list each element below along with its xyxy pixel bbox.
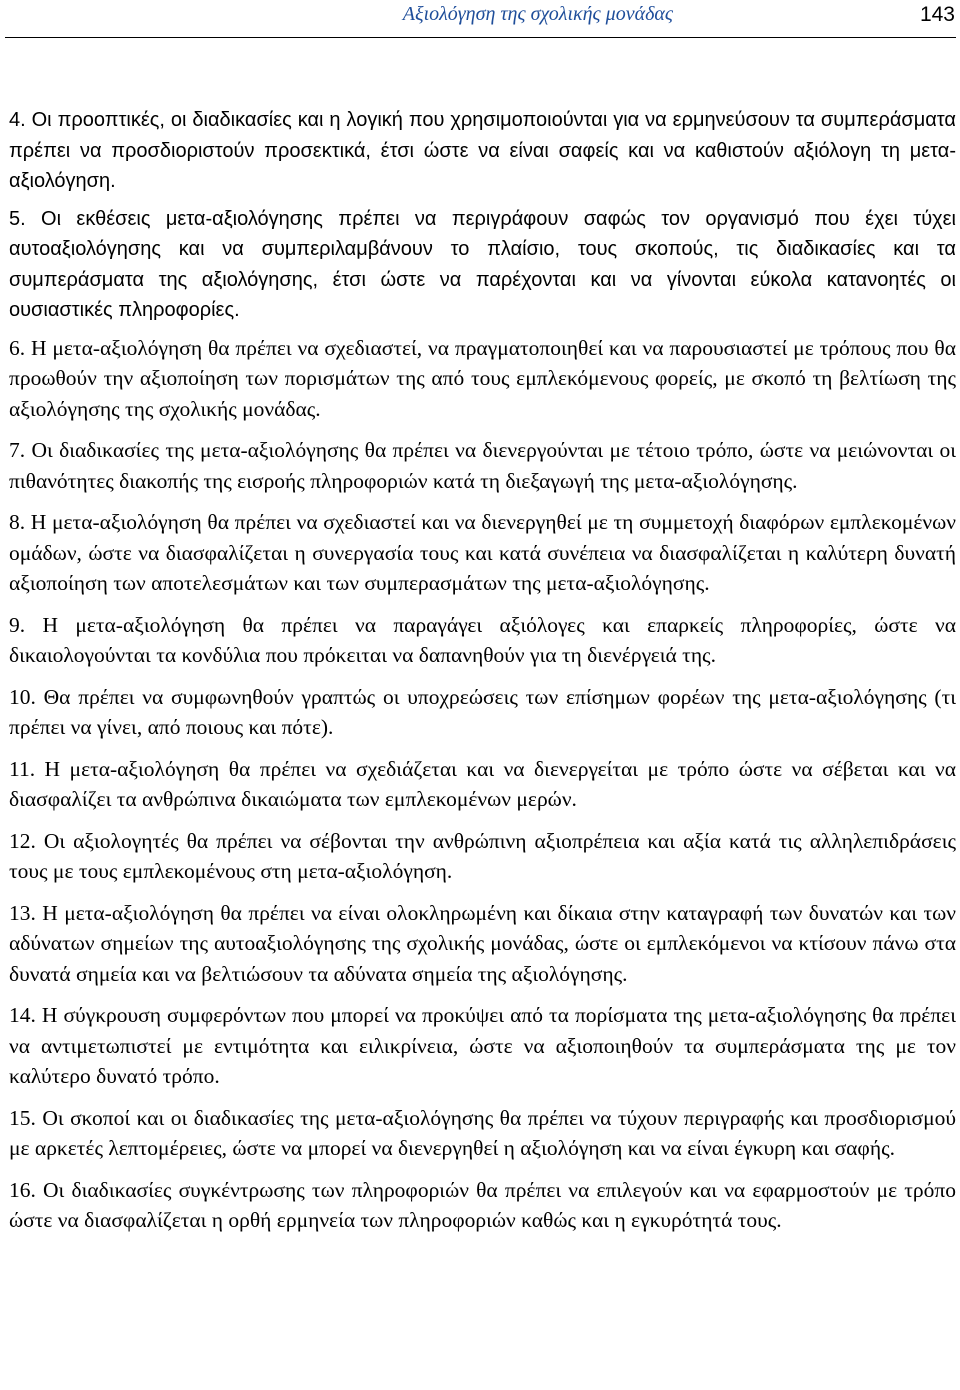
document-body: [9, 105, 956, 1236]
paragraph-10: 10. Θα πρέπει να συμφωνηθούν γραπτώς οι υποχρεώσεις των επίσημων φορέων της μετα-αξιολόγησης (τι πρέπει να γίνει, από ποιους και πότε).: [9, 684, 956, 739]
header-rule: [5, 37, 956, 38]
running-title: Αξιολόγηση της σχολικής μονάδας: [402, 3, 673, 25]
paragraph-13: 13. Η μετα-αξιολόγηση θα πρέπει να είναι ολοκληρωμένη και δίκαια στην καταγραφή των δυνατών και των αδύνατων σημείων της αυτοαξιολόγησης της σχολικής μονάδας, ώστε οι εμπλεκόμενοι να κτίσουν πάνω στα δυνατά σημεία και να βελτιώσουν τα αδύνατα σημεία της αξιολόγησης.: [9, 900, 956, 986]
paragraph-6: 6. Η μετα-αξιολόγηση θα πρέπει να σχεδιαστεί, να πραγματοποιηθεί και να παρουσιαστεί με τρόπους που θα προωθούν την αξιοποίηση των πορισμάτων της από τους εμπλεκόμενους φορείς, με σκοπό τη βελτίωση της αξιολόγησης της σχολικής μονάδας.: [9, 335, 956, 421]
paragraph-16: 16. Οι διαδικασίες συγκέντρωσης των πληροφοριών θα πρέπει να επιλεγούν και να εφαρμοστούν με τρόπο ώστε να διασφαλίζεται η ορθή ερμηνεία των πληροφοριών καθώς και η εγκυρότητά τους.: [9, 1177, 956, 1232]
paragraph-4: 4. Οι προοπτικές, οι διαδικασίες και η λογική που χρησιμοποιούνται για να ερμηνεύσουν τα συμπεράσματα πρέπει να προσδιοριστούν προσεκτικά, έτσι ώστε να είναι σαφείς και να καθιστούν αξιόλογη τη μετα-αξιολόγηση.: [9, 109, 956, 192]
paragraph-11: 11. Η μετα-αξιολόγηση θα πρέπει να σχεδιάζεται και να διενεργείται με τρόπο ώστε να σέβεται και να διασφαλίζει τα ανθρώπινα δικαιώματα των εμπλεκομένων μερών.: [9, 756, 956, 811]
paragraph-14: 14. Η σύγκρουση συμφερόντων που μπορεί να προκύψει από τα πορίσματα της μετα-αξιολόγησης θα πρέπει να αντιμετωπιστεί με εντιμότητα και ειλικρίνεια, ώστε να αξιοποιηθούν τα συμπεράσματα της με τον καλύτερο δυνατό τρόπο.: [9, 1003, 956, 1088]
paragraph-7: 7. Οι διαδικασίες της μετα-αξιολόγησης θα πρέπει να διενεργούνται με τέτοιο τρόπο, ώστε να μειώνονται οι πιθανότητες διακοπής της εισροής πληροφοριών κατά τη διεξαγωγή της μετα-αξιολόγησης.: [9, 438, 956, 493]
page-header: [0, 0, 960, 40]
page-number: 143: [919, 3, 955, 26]
paragraph-12: 12. Οι αξιολογητές θα πρέπει να σέβονται την ανθρώπινη αξιοπρέπεια και αξία κατά τις αλληλεπιδράσεις τους με τους εμπλεκομένους στη μετα-αξιολόγηση.: [9, 828, 956, 883]
paragraph-15: 15. Οι σκοποί και οι διαδικασίες της μετα-αξιολόγησης θα πρέπει να τύχουν περιγραφής και προσδιορισμού με αρκετές λεπτομέρειες, ώστε να μπορεί να διενεργηθεί η αξιολόγηση και να είναι έγκυρη και σαφής.: [9, 1105, 956, 1160]
paragraph-8: 8. Η μετα-αξιολόγηση θα πρέπει να σχεδιαστεί και να διενεργηθεί με τη συμμετοχή διαφόρων εμπλεκομένων ομάδων, ώστε να διασφαλίζεται η συνεργασία τους και κατά συνέπεια να διασφαλίζεται η καλύτερη δυνατή αξιοποίηση των αποτελεσμάτων και των συμπερασμάτων της μετα-αξιολόγησης.: [9, 510, 956, 595]
paragraph-5: 5. Οι εκθέσεις μετα-αξιολόγησης πρέπει να περιγράφουν σαφώς τον οργανισμό που έχει τύχει αυτοαξιολόγησης και να συμπεριλαμβάνουν το πλαίσιο, τους σκοπούς, τις διαδικασίες και τα συμπεράσματα της αξιολόγησης, έτσι ώστε να παρέχονται και να γίνονται εύκολα κατανοητές οι ουσιαστικές πληροφορίες.: [9, 207, 956, 321]
paragraph-9: 9. Η μετα-αξιολόγηση θα πρέπει να παραγάγει αξιόλογες και επαρκείς πληροφορίες, ώστε να δικαιολογούνται τα κονδύλια που πρόκειται να δαπανηθούν για τη διενέργειά της.: [9, 612, 956, 667]
